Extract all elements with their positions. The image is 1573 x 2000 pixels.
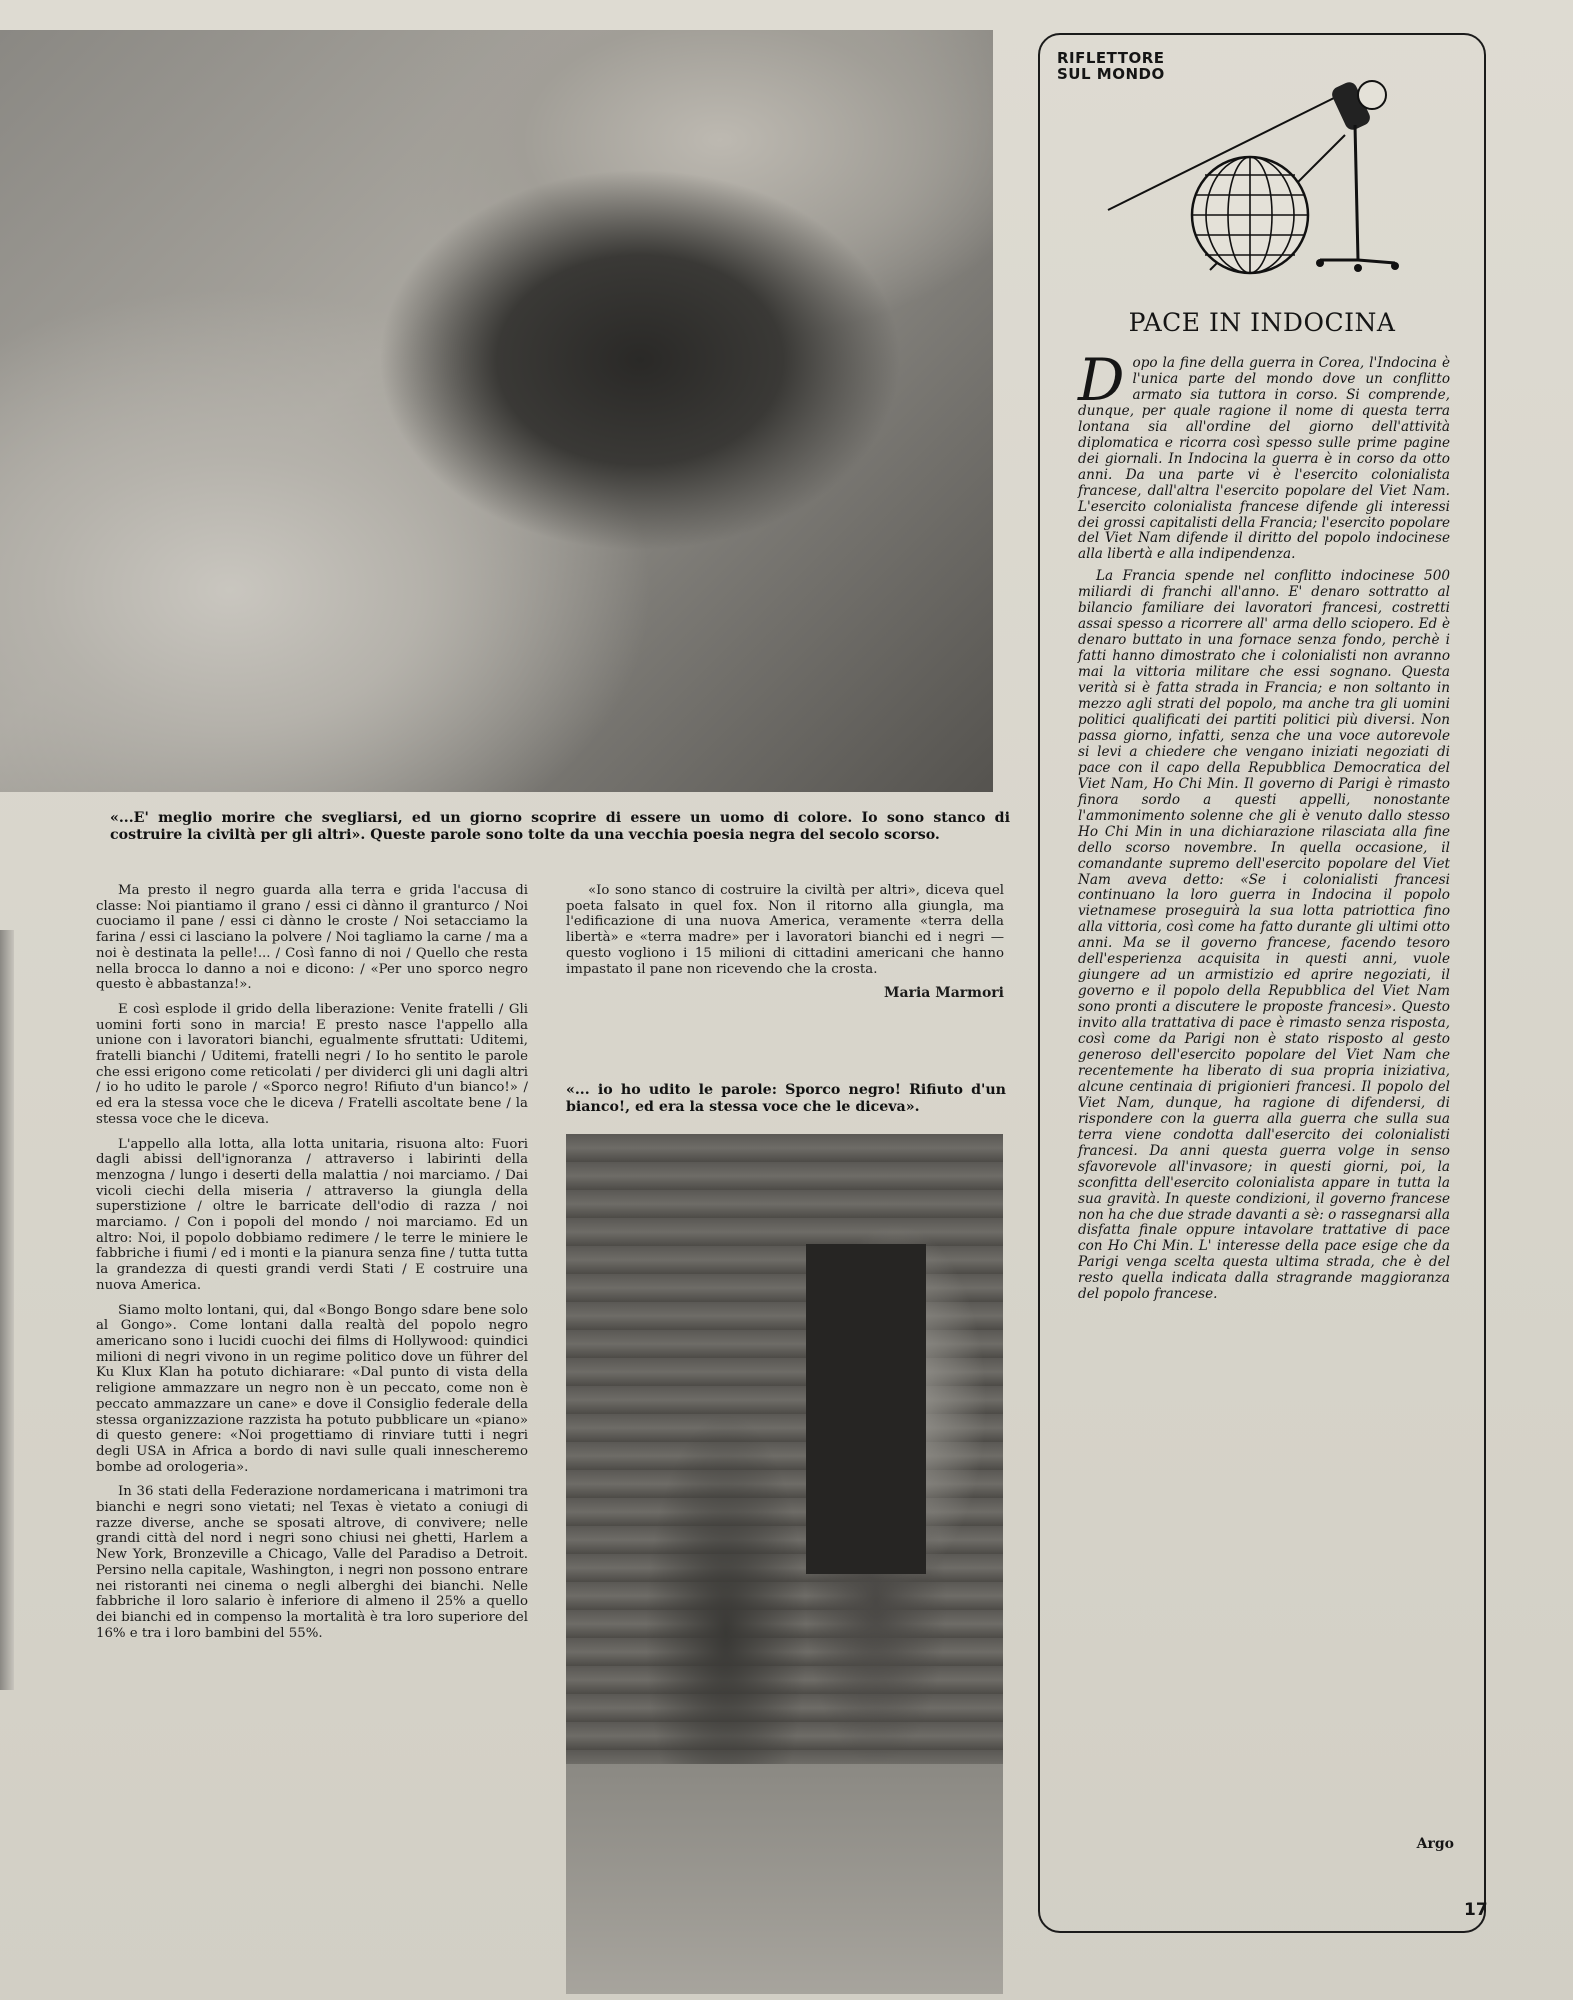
top-photograph (0, 30, 993, 792)
sidebar-article (1078, 346, 1450, 1309)
sidebar-title: PACE IN INDOCINA (1128, 308, 1396, 337)
page-edge-shadow (0, 930, 14, 1690)
article-paragraph: In 36 stati della Federazione nordamericana i matrimoni tra bianchi e negri sono vietati; nel Texas è vietato a coniugi di razze diverse, anche se sposati altrove, di convivere; nelle grandi città del nord i negri sono chiusi nei ghetti, Harlem a New York, Bronzeville a Chicago, Valle del Paradiso a Detroit. Persino nella capitale, Washington, i negri non possono entrare nei ristoranti nei cinema o negli alberghi dei bianchi. Nelle fabbriche il loro salario è inferiore di almeno il 25% a quello dei bianchi ed in compenso la mortalità è tra loro superiore del 16% e tra i loro bambini del 55%. (96, 1484, 528, 1641)
bottom-photograph (566, 1134, 1003, 1994)
article-column-2 (566, 883, 1004, 1002)
article-paragraph: Ma presto il negro guarda alla terra e grida l'accusa di classe: Noi piantiamo il grano / essi ci dànno il granturco / Noi cuociamo il pane / essi ci dànno le croste / Noi setacciamo la farina / essi ci lasciano la polvere / Noi tagliamo la carne / ma a noi è destinata la pelle!... / Così fanno di noi / Quello che resta nella brocca lo danno a noi e dicono: / «Per uno sporco negro questo è abbastanza!». (96, 883, 528, 993)
spotlight-globe-icon (1100, 55, 1410, 285)
photo-ground (566, 1764, 1003, 1994)
article-paragraph: Siamo molto lontani, qui, dal «Bongo Bongo sdare bene solo al Gongo». Come lontani dalla realtà del popolo negro americano sono i lucidi cuochi dei films di Hollywood: quindici milioni di negri vivono in un regime politico dove un führer del Ku Klux Klan ha potuto dichiarare: «Dal punto di vista della religione ammazzare un negro non è un peccato, come non è peccato ammazzare un cane» e dove il Consiglio federale della stessa organizzazione razzista ha potuto pubblicare un «piano» di questo genere: «Noi progettiamo di rinviare tutti i negri degli USA in Africa a bordo di navi sulle quali innescheremo bombe ad orologeria». (96, 1302, 528, 1475)
sidebar-paragraph-2: La Francia spende nel conflitto indocinese 500 miliardi di franchi all'anno. E' denaro sottratto al bilancio familiare dei lavoratori francesi, costretti assai spesso a ricorrere all' arma dello sciopero. Ed è denaro buttato in una fornace senza fondo, perchè i fatti hanno dimostrato che i colonialisti non avranno mai la vittoria militare che essi sognano. Questa verità si è fatta strada in Francia; e non soltanto in mezzo agli strati del popolo, ma anche tra gli uomini politici qualificati dei partiti politici più diversi. Non passa giorno, infatti, senza che una voce autorevole si levi a chiedere che vengano iniziati negoziati di pace con il capo della Repubblica Democratica del Viet Nam, Ho Chi Min. Il governo di Parigi è rimasto finora sordo a questi appelli, nonostante l'ammonimento solenne che gli è venuto dallo stesso Ho Chi Min in una dichiarazione rilasciata alla fine dello scorso novembre. In quella occasione, il comandante supremo dell'esercito popolare del Viet Nam aveva detto: «Se i colonialisti francesi continuano la loro guerra in Indocina il popolo vietnamese proseguirà la sua lotta patriottica fino alla vittoria, così come ha fatto durante gli ultimi otto anni. Ma se il governo francese, facendo tesoro dell'esperienza acquisita in questi anni, vuole giungere ad un armistizio ed aprire negoziati, il governo e il popolo della Repubblica del Viet Nam sono pronti a discutere le proposte francesi». Questo invito alla trattativa di pace è rimasto senza risposta, così come da Parigi non è stato risposto al gesto generoso dell'esercito popolare del Viet Nam che recentemente ha liberato di sua propria iniziativa, alcune centinaia di prigionieri francesi. Il popolo del Viet Nam, dunque, ha ragione di difendersi, di rispondere con la guerra alla guerra che sulla sua terra viene condotta dall'esercito dei colonialisti francesi. Da anni questa guerra volge in senso sfavorevole all'invasore; in questi giorni, poi, la sconfitta dell'esercito colonialista appare in tutta la sua gravità. In queste condizioni, il governo francese non ha che due strade davanti a sè: o rassegnarsi alla disfatta finale oppure intavolare trattative di pace con Ho Chi Min. L' interesse della pace esige che da Parigi venga scelta questa ultima strada, che è del resto quella indicata dalla stragrande maggioranza del popolo francese. (1078, 568, 1450, 1303)
article-column-1 (96, 883, 528, 1650)
sidebar-paragraph-1-text: opo la fine della guerra in Corea, l'Indocina è l'unica parte del mondo dove un conflitto armato sia tuttora in corso. Si comprende, dunque, per quale ragione il nome di questa terra lontana sia all'ordine del giorno dell'attività diplomatica e ricorra così spesso sulle prime pagine dei giornali. In Indocina la guerra è in corso da otto anni. Da una parte vi è l'esercito colonialista francese, dall'altra l'esercito popolare del Viet Nam. L'esercito colonialista francese difende gli interessi dei grossi capitalisti della Francia; l'esercito popolare del Viet Nam difende il diritto del popolo indocinese alla libertà e alla indipendenza. (1078, 355, 1450, 563)
bottom-photo-caption: «... io ho udito le parole: Sporco negro! Rifiuto d'un bianco!, ed era la stessa voce che le diceva». (566, 1082, 1006, 1115)
page-number: 17 (1464, 1900, 1488, 1920)
article-paragraph: «Io sono stanco di costruire la civiltà per altri», diceva quel poeta falsato in quel fox. Non il ritorno alla giungla, ma l'edificazione di una nuova America, veramente «terra della libertà» e «terra madre» per i lavoratori bianchi ed i negri — questo vogliono i 15 milioni di cittadini americani che hanno impastato il pane non ricevendo che la crosta. (566, 883, 1004, 977)
photo-doorway (806, 1244, 926, 1574)
drop-cap: D (1078, 346, 1125, 414)
top-photo-caption: «...E' meglio morire che svegliarsi, ed un giorno scoprire di essere un uomo di colore. Io sono stanco di costruire la civiltà per gli altri». Queste parole sono tolte da una vecchia poesia negra del secolo scorso. (110, 810, 1010, 843)
sidebar-paragraph-1 (1078, 346, 1450, 563)
article-author: Maria Marmori (884, 985, 1004, 1002)
rubric-line-1: RIFLETTORE (1057, 49, 1165, 67)
article-paragraph: L'appello alla lotta, alla lotta unitaria, risuona alto: Fuori dagli abissi dell'ignoranza / attraverso i labirinti della menzogna / lungo i deserti della malattia / noi marciamo. / Dai vicoli ciechi della miseria / attraverso la giungla della superstizione / oltre le barricate dell'odio di razza / noi marciamo. / Con i popoli del mondo / noi marciamo. Ed un altro: Noi, il popolo dobbiamo redimere / le terre le miniere le fabbriche i fiumi / ed i monti e la pianura senza fine / tutta tutta la grandezza di questi grandi verdi Stati / E costruire una nuova America. (96, 1136, 528, 1293)
rubric-line-2: SUL MONDO (1057, 65, 1165, 83)
sidebar-signature: Argo (1416, 1836, 1454, 1852)
article-paragraph: E così esplode il grido della liberazione: Venite fratelli / Gli uomini forti sono in marcia! E presto nasce l'appello alla unione con i lavoratori bianchi, egualmente sfruttati: Uditemi, fratelli bianchi / Uditemi, fratelli negri / Io ho sentito le parole che essi erigono come reticolati / per dividerci gli uni dagli altri / io ho udito le parole / «Sporco negro! Rifiuto d'un bianco!» / ed era la stessa voce che le diceva / Fratelli ascoltate bene / la stessa voce che le diceva. (96, 1001, 528, 1127)
